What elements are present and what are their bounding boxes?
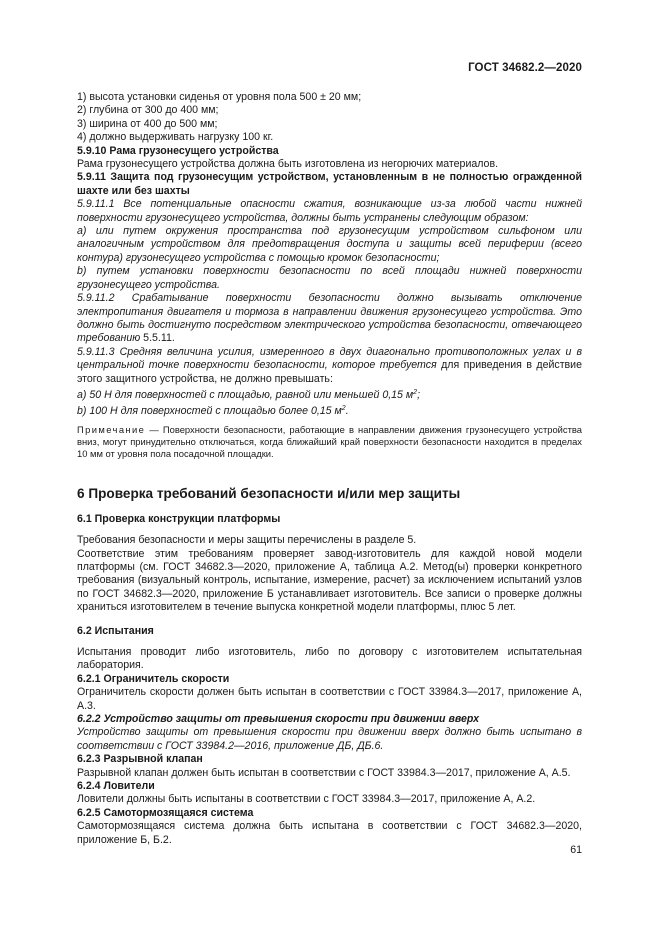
section-heading-6-2: 6.2 Испытания: [77, 624, 154, 637]
document-id-header: ГОСТ 34682.2—2020: [468, 62, 582, 74]
page-number: 61: [570, 844, 582, 856]
paragraph: Ловители должны быть испытаны в соответствии с ГОСТ 33984.3—2017, приложение А, А.2.: [77, 793, 536, 806]
spacer: [77, 615, 582, 625]
note-text: — Поверхности безопасности, работающие в направлении движения грузонесущего устройства вниз, могут принудительно отключаться, когда ближайший край поверхности безопасности находится в пределах 10 мм от уровня пола посадочной площадки.: [77, 423, 582, 459]
list-item: 3) ширина от 400 до 500 мм;: [77, 117, 218, 130]
list-item: 2) глубина от 300 до 400 мм;: [77, 104, 219, 117]
superscript: 2: [341, 405, 346, 413]
paragraph-normal-part: для приведения в действие этого защитного устройства, не должно превышать:: [77, 359, 582, 385]
section-heading-6-1: 6.1 Проверка конструкции платформы: [77, 512, 281, 525]
paragraph: Испытания проводит либо изготовитель, либо по договору с изготовителем испытательная лаборатория.: [77, 646, 582, 672]
list-item-text: b) 100 Н для поверхностей с площадью более 0,15 м: [77, 405, 342, 418]
paragraph: Ограничитель скорости должен быть испытан в соответствии с ГОСТ 33984.3—2017, приложение А, А.3.: [77, 686, 582, 712]
list-item: b) путем установки поверхности безопасности по всей площади нижней поверхности грузонесущего устройства.: [77, 265, 582, 291]
paragraph-reference: 5.5.11.: [143, 332, 175, 345]
superscript: 2: [413, 388, 418, 396]
paragraph: Устройство защиты от превышения скорости при движении вверх должно быть испытано в соответствии с ГОСТ 33984.2—2016, приложение ДБ, ДБ.6.: [77, 726, 582, 752]
section-title-6: 6 Проверка требований безопасности и/или мер защиты: [77, 485, 461, 501]
paragraph: Разрывной клапан должен быть испытан в соответствии с ГОСТ 33984.3—2017, приложение А, А.5.: [77, 766, 571, 779]
section-heading-6-2-4: 6.2.4 Ловители: [77, 780, 155, 793]
section-heading-5-9-10: 5.9.10 Рама грузонесущего устройства: [77, 144, 279, 157]
section-heading-6-2-2: 6.2.2 Устройство защиты от превышения скорости при движении вверх: [77, 713, 479, 726]
spacer: [77, 526, 582, 534]
section-heading-6-2-1: 6.2.1 Ограничитель скорости: [77, 672, 230, 685]
paragraph: Соответствие этим требованиям проверяет завод-изготовитель для каждой новой модели платформы (см. ГОСТ 34682.3—2020, приложение А, таблица А.2. Метод(ы) проверки конкретного требования (визуальный контроль, испытание, измерение, расчет) за исключением испытаний узлов по ГОСТ 34682.3—2020, приложение Б устанавливает изготовитель. Все записи о проверке должны храниться изготовителем в течение выпуска конкретной модели платформы, плюс 5 лет.: [77, 547, 582, 614]
paragraph-italic-part: 5.9.11.2 Срабатывание поверхности безопасности должно вызывать отключение электропитания двигателя и тормоза в направлении движения грузонесущего устройства. Это должно быть достигнуто посредством электрического устройства безопасности, отвечающего требованию: [77, 292, 582, 345]
paragraph: Рама грузонесущего устройства должна быть изготовлена из негорючих материалов.: [77, 158, 499, 171]
paragraph: Самотормозящаяся система должна быть испытана в соответствии с ГОСТ 34682.3—2020, приложение Б, Б.2.: [77, 820, 582, 846]
note-label: Примечание: [77, 423, 146, 435]
page-content: [77, 91, 582, 847]
note: [77, 424, 582, 460]
paragraph: 5.9.11.1 Все потенциальные опасности сжатия, возникающие из-за любой части нижней поверхности грузонесущего устройства, должны быть устранены следующим образом:: [77, 198, 582, 224]
list-item: 4) должно выдерживать нагрузку 100 кг.: [77, 131, 274, 144]
paragraph: [77, 292, 582, 346]
paragraph: Требования безопасности и меры защиты перечислены в разделе 5.: [77, 534, 417, 547]
paragraph-italic-part: 5.9.11.3 Средняя величина усилия, измеренного в двух диагонально противоположных углах и в центральной точке поверхности безопасности, которое требуется: [77, 345, 582, 372]
section-heading-6-2-3: 6.2.3 Разрывной клапан: [77, 753, 203, 766]
section-heading-5-9-11: 5.9.11 Защита под грузонесущим устройством, установленным в не полностью огражденной шахте или без шахты: [77, 171, 582, 197]
list-item-text: a) 50 Н для поверхностей с площадью, равной или меньшей 0,15 м: [77, 388, 414, 401]
section-heading-6-2-5: 6.2.5 Самотормозящаяся система: [77, 806, 254, 819]
list-item-end: .: [345, 405, 349, 418]
list-item: a) или путем окружения пространства под грузонесущим устройством сильфоном или аналогичным устройством для предотвращения доступа и защиты всей периферии (всего контура) грузонесущего устройства с помощью кромок безопасности;: [77, 225, 582, 264]
list-item: [77, 386, 582, 402]
list-item: 1) высота установки сиденья от уровня пола 500 ± 20 мм;: [77, 91, 362, 103]
paragraph: [77, 346, 582, 386]
list-item: [77, 402, 582, 418]
spacer: [77, 638, 582, 646]
list-item-end: ;: [417, 388, 421, 401]
